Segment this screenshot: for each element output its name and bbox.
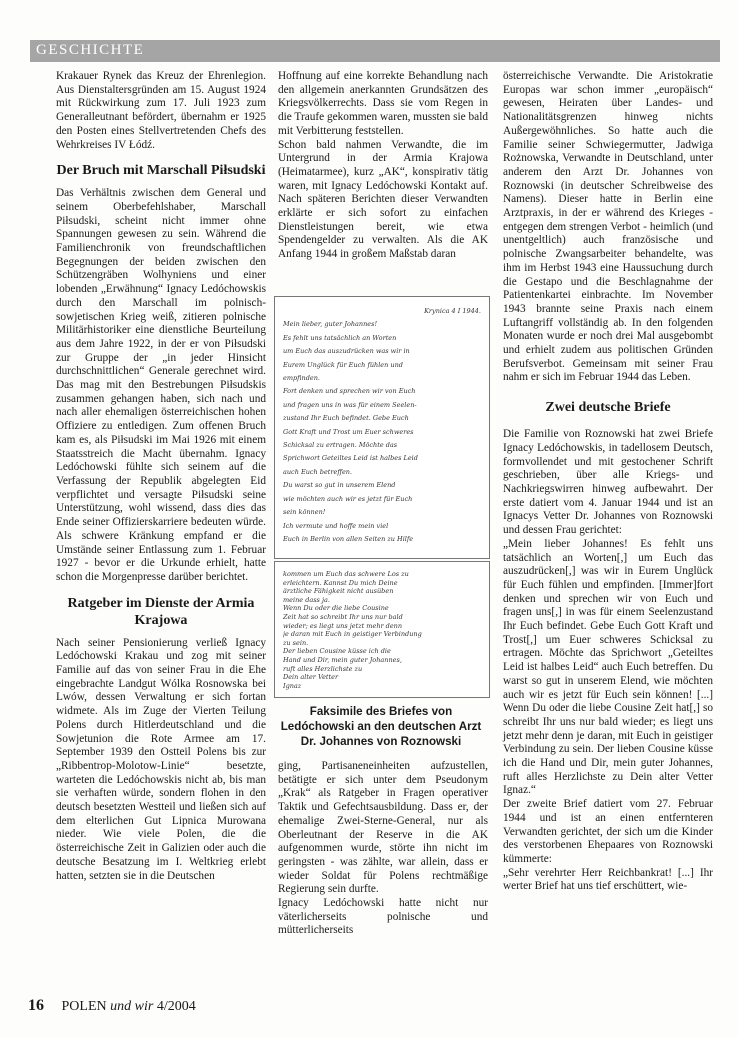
column-2-top	[278, 70, 488, 262]
handwritten-line: Ich vermute und hoffe mein viel	[283, 521, 389, 530]
handwritten-line: Fort denken und sprechen wir von Euch	[283, 387, 416, 396]
paragraph: Schon bald nahmen Verwandte, die im Untergrund in der Armia Krajowa (Heimatarmee), kurz „AK“, konspirativ tätig waren, mit Ignacy Ledóchowski Kontakt auf. Nach späteren Berichten dieser Verwandten erklärte er sich sofort zu einfachen Dienstleistungen bereit, wie etwa Spendengelder zu verwalten. Als die AK Anfang 1944 in großem Maßstab daran	[278, 138, 488, 261]
handwritten-line: zu sein.	[283, 638, 309, 647]
handwritten-line: je daran mit Euch in geistiger Verbindung	[283, 630, 422, 639]
paragraph: ging, Partisaneneinheiten aufzustellen, betätigte er sich unter dem Pseudonym „Krak“ als Ratgeber in Fragen operativer Taktik und Gefechtsausbildung. Dass er, der ehemalige Zwei-Sterne-General, nur als Oberleutnant der Reserve in die AK aufgenommen wurde, störte ihn nicht im geringsten - was zählte, war allein, dass er wieder Soldat für Polens rechtmäßige Regierung sein durfte.	[278, 760, 488, 896]
handwritten-line: Es fehlt uns tatsächlich an Worten	[283, 333, 397, 342]
handwritten-line: empfinden.	[283, 374, 320, 383]
handwritten-line: Wenn Du oder die liebe Cousine	[283, 604, 389, 613]
column-2-bottom	[278, 760, 488, 938]
paragraph: Ignacy Ledóchowski hatte nicht nur väterlicherseits polnische und mütterlicherseits	[278, 897, 488, 937]
handwritten-line: Mein lieber, guter Johannes!	[283, 320, 378, 329]
handwritten-line: Euch in Berlin von allen Seiten zu Hilfe	[283, 534, 414, 543]
handwritten-line: Eurem Unglück für Euch fühlen und	[283, 360, 403, 369]
paragraph: österreichische Verwandte. Die Aristokratie Europas war schon immer „europäisch“ gewesen, Heiraten über Landes- und Nationalitätsgrenzen hinweg nichts Außergewöhnliches. So hatte auch die Familie seiner Schwiegermutter, Jadwiga Rożnowska, Verwandte in Deutschland, unter anderem den Arzt Dr. Johannes von Roznowski (in deutscher Schreibweise des Namens). Dieser hatte in Berlin eine Arztpraxis, in der er während des Krieges - entgegen dem strengen Verbot - heimlich (und unentgeltlich) auch französische und polnische Zwangsarbeiter behandelte, was ihm im Herbst 1943 eine Haussuchung durch die Gestapo und die Beschlagnahme der Patientenkartei einbrachte. Im November 1943 brannte seine Praxis nach einem Luftangriff vollständig ab. In den folgenden Monaten wurde er noch drei Mal ausgebombt und erhielt zudem aus politischen Gründen Berufsverbot. Gemeinsam mit seiner Frau nahm er sich im Februar 1944 das Leben.	[503, 70, 713, 384]
column-3	[503, 70, 713, 894]
handwritten-line: kommen um Euch das schwere Los zu	[283, 570, 409, 578]
handwritten-line: Der lieben Cousine küsse ich die	[283, 647, 391, 656]
paragraph: Der zweite Brief datiert vom 27. Februar 1944 und ist an einen entfernteren Verwandten gerichtet, der sich um die Kinder des verstorbenen Ehepaares von Roznowski kümmerte:	[503, 798, 713, 865]
handwritten-line: Schicksal zu ertragen. Möchte das	[283, 441, 398, 450]
letter-facsimile-page-1	[274, 296, 490, 559]
handwriting	[283, 305, 481, 546]
handwritten-line: wieder; es liegt uns jetzt mehr denn	[283, 621, 403, 630]
subheading: Zwei deutsche Briefe	[545, 400, 671, 416]
handwritten-line: erleichtern. Kannst Du mich Deine	[283, 578, 398, 587]
subheading: Der Bruch mit Marschall Piłsudski	[56, 163, 266, 179]
column-1	[56, 70, 266, 883]
handwritten-line: Dein alter Vetter	[283, 673, 339, 682]
handwritten-line: sein können!	[283, 508, 326, 517]
paragraph: „Mein lieber Johannes! Es fehlt uns tatsächlich an Worten[,] um Euch das auszudrücken[,] was wir in Eurem Unglück für Euch fühlen und empfinden. [Immer]fort denken und sprechen wir von Euch und fragen uns[,] in was für einem Seelenzustand Ihr Euch befindet. Gebe Euch Gott Kraft und Trost[,] um Euer schweres Schicksal zu ertragen. Möchte das Sprichwort „Geteiltes Leid ist halbes Leid“ auch Euch betreffen. Du warst so gut in unserem Elend, wie möchten auch wir es jetzt für Euch sein können! [...] Wenn Du oder die liebe Cousine Zeit hat[,] so schreibt Ihr uns nur bald wieder; es liegt uns jetzt mehr denn je daran, mit Euch in geistiger Verbindung zu sein. Der lieben Cousine küsse ich die Hand und Dir, mein guter Johannes, ruft alles Herzlichste zu Dein alter Vetter Ignaz.“	[503, 537, 713, 797]
paragraph: „Sehr verehrter Herr Reichbankrat! [...] Ihr werter Brief hat uns tief erschüttert, wie-	[503, 866, 713, 893]
paragraph: Krakauer Rynek das Kreuz der Ehrenlegion. Aus Dienstaltersgründen am 15. August 1924 mit Rückwirkung zum 17. Juli 1923 zum Generalleutnant befördert, übernahm er 1925 den Posten eines Stellvertretenden Chefs des Wehrkreises IV Łódź.	[56, 70, 266, 151]
publication-name-italic: und wir	[110, 999, 154, 1014]
paragraph: Nach seiner Pensionierung verließ Ignacy Ledóchowski Krakau und zog mit seiner Familie auf das von seiner Frau in die Ehe eingebrachte Landgut Wólka Rosnowska bei Lwów, dessen Verwaltung er sich fortan widmete. Als im Zuge der Vierten Teilung Polens durch Hitlerdeutschland und die Sowjetunion die Rote Armee am 17. September 1939 den Ostteil Polens bis zur „Ribbentrop-Molotow-Linie“ besetzte, warteten die Ledóchowskis nicht ab, bis man sie verhaften würde, sondern flohen in den deutsch besetzten Westteil und ließen sich auf dem elterlichen Gut Lipnica Murowana nieder. Wie viele Polen, die die österreichische Zeit in Galizien oder auch die deutsche Besatzung im I. Weltkrieg erlebt hatten, setzten sie in die Deutschen	[56, 636, 266, 882]
issue-number: 4/2004	[156, 999, 196, 1014]
handwritten-line: ruft alles Herzlichste zu	[283, 664, 363, 673]
handwritten-line: Sprichwort Geteiltes Leid ist halbes Leid	[283, 454, 418, 463]
section-title: GESCHICHTE	[36, 42, 145, 58]
paragraph: Hoffnung auf eine korrekte Behandlung nach den allgemein anerkannten Grundsätzen des Kriegsvölkerrechts. Dass sie vom Regen in die Traufe gekommen waren, mussten sie bald mit Verbitterung feststellen.	[278, 70, 488, 137]
paragraph: Das Verhältnis zwischen dem General und seinem Oberbefehlshaber, Marschall Piłsudski, scheint nicht immer ohne Spannungen gewesen zu sein. Während die Familienchronik von freundschaftlichen Begegnungen der beiden zwischen den Schützengräben Wolhyniens und einer lobenden „Erwähnung“ Ignacy Ledóchowskis durch den Marschall im polnisch-sowjetischen Krieg weiß, zitieren polnische Militärhistoriker eine dienstliche Beurteilung aus dem Jahre 1922, in der er von Piłsudski zur Gruppe der „in jeder Hinsicht durchschnittlichen“ Generale gerechnet wird. Das mag mit den Bestrebungen Piłsudskis zusammen gehangen haben, sich nach und nach aller ehemaligen österreichischen hohen Offiziere zu entledigen. Zum offenen Bruch kam es, als Piłsudski im Mai 1926 mit einem Staatsstreich die Macht übernahm. Ignacy Ledóchowski fühlte sich seinem auf die Verfassung der Republik abgelegten Eid verpflichtet und versagte Piłsudski seine Unterstützung, wohl wissend, dass dies das Ende seiner Offizierskarriere bedeuten würde. Als schwere Kränkung empfand er die Umstände seiner Entlassung zum 1. Februar 1927 - bevor er die Urkunde erhielt, hatte schon die Morgenpresse darüber berichtet.	[56, 187, 266, 583]
figure-caption: Faksimile des Briefes von Ledóchowski an den deutschen Arzt Dr. Johannes von Roznowski	[280, 705, 482, 748]
handwritten-line: meine dass ja.	[283, 595, 330, 604]
letter-facsimile-page-2	[274, 561, 490, 698]
handwritten-line: Gott Kraft und Trost um Euer schweres	[283, 427, 414, 436]
section-header-band	[30, 40, 720, 62]
paragraph: Die Familie von Roznowski hat zwei Briefe Ignacy Ledóchowskis, in tadellosem Deutsch, formvollendet und mit gestochener Schrift geschrieben, über alle Kriegs- und Nachkriegswirren hinweg aufbewahrt. Der erste datiert vom 4. Januar 1944 und ist an Ignacys Vetter Dr. Johannes von Roznowski und dessen Frau gerichtet:	[503, 428, 713, 537]
handwritten-line: auch Euch betreffen.	[283, 467, 353, 476]
handwritten-line: um Euch das auszudrücken was wir in	[283, 347, 410, 356]
handwritten-line: Ignaz	[283, 681, 302, 690]
page-number: 16	[28, 997, 44, 1014]
handwritten-line: und fragen uns in was für einem Seelen-	[283, 400, 417, 409]
handwritten-line: wie möchten auch wir es jetzt für Euch	[283, 494, 413, 503]
handwritten-line: Du warst so gut in unserem Elend	[283, 481, 396, 490]
handwritten-line: ärztliche Fähigkeit nicht ausüben	[283, 587, 394, 596]
handwritten-line: Krynica 4 I 1944.	[424, 307, 481, 315]
handwritten-line: Zeit hat so schreibt Ihr uns nur bald	[283, 612, 403, 621]
page-footer	[28, 997, 196, 1015]
handwritten-line: Hand und Dir, mein guter Johannes,	[283, 655, 402, 664]
handwritten-line: zustand Ihr Euch befindet. Gebe Euch	[283, 414, 409, 423]
handwriting	[283, 570, 481, 690]
publication-name: POLEN	[61, 999, 107, 1014]
subheading: Ratgeber im Dienste der Armia Krajowa	[67, 595, 255, 628]
